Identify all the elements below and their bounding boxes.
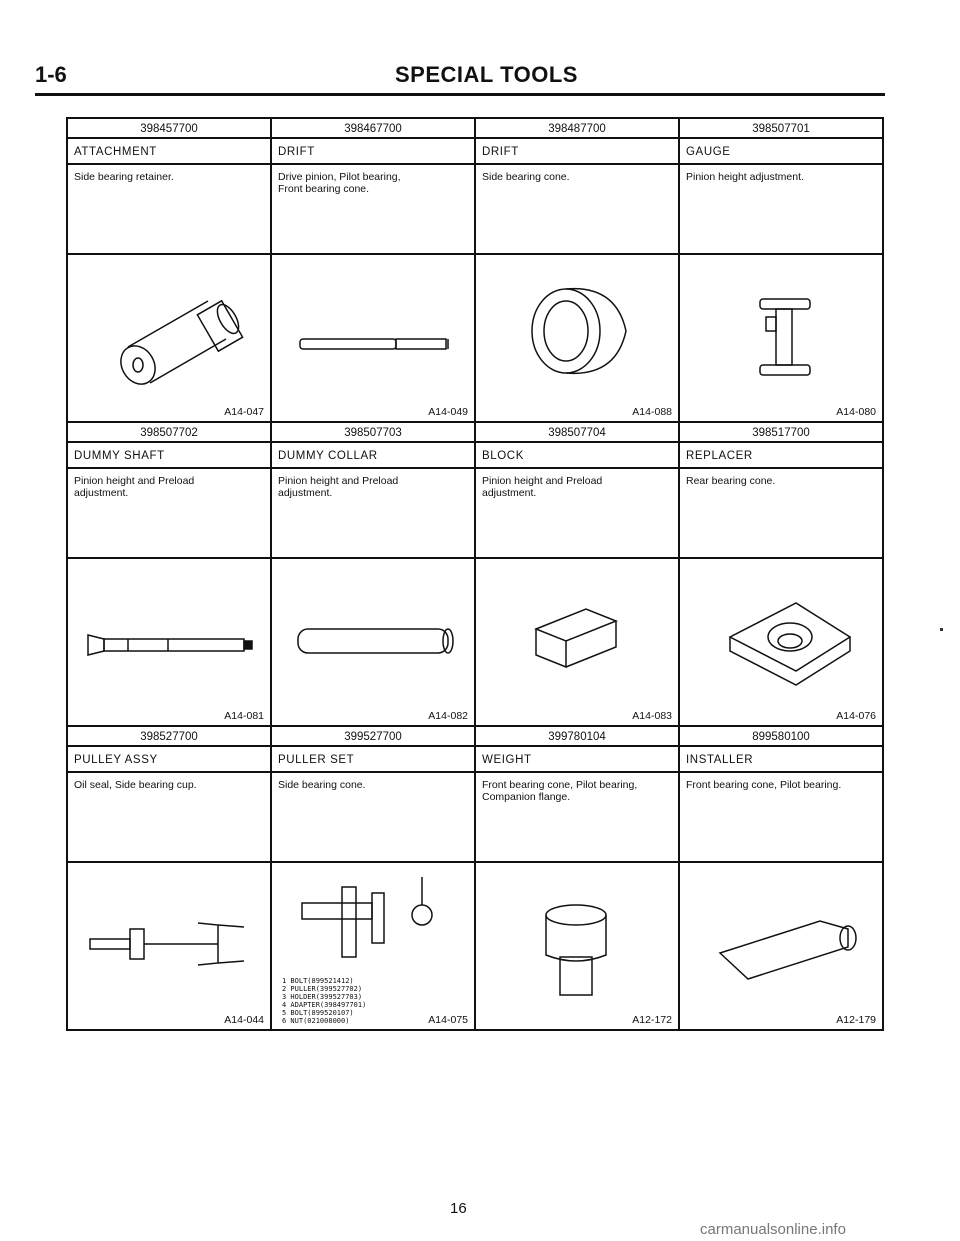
tool-code: 398467700 (272, 119, 476, 139)
tool-use: Pinion height and Preload adjustment. (68, 469, 272, 559)
tools-table (66, 117, 884, 1031)
drift-rod-drawing (272, 255, 476, 423)
tool-code: 398507701 (680, 119, 884, 139)
figure-number: A14-080 (836, 406, 876, 418)
tool-code: 399780104 (476, 727, 680, 747)
tool-name: WEIGHT (476, 747, 680, 773)
dummy-shaft-drawing (68, 559, 272, 727)
block-drawing (476, 559, 680, 727)
figure-number: A14-088 (632, 406, 672, 418)
page-number: 1-6 (35, 62, 67, 87)
tool-code: 398507704 (476, 423, 680, 443)
tool-code: 899580100 (680, 727, 884, 747)
tool-code: 399527700 (272, 727, 476, 747)
tool-name: INSTALLER (680, 747, 884, 773)
installer-drawing (680, 863, 884, 1031)
page-title: SPECIAL TOOLS (395, 62, 578, 87)
tool-illustration (272, 559, 476, 727)
tools-band-2 (66, 423, 884, 727)
tool-name: BLOCK (476, 443, 680, 469)
figure-number: A12-172 (632, 1014, 672, 1026)
tool-name: DRIFT (272, 139, 476, 165)
tool-name: ATTACHMENT (68, 139, 272, 165)
tool-use: Rear bearing cone. (680, 469, 884, 559)
pulley-assy-drawing (68, 863, 272, 1031)
tool-code: 398457700 (68, 119, 272, 139)
tool-illustration (476, 863, 680, 1031)
replacer-drawing (680, 559, 884, 727)
tool-illustration (68, 559, 272, 727)
tool-use: Side bearing cone. (272, 773, 476, 863)
tool-use: Pinion height and Preload adjustment. (476, 469, 680, 559)
tool-illustration (68, 863, 272, 1031)
tool-use: Front bearing cone, Pilot bearing, Companion flange. (476, 773, 680, 863)
figure-number: A14-076 (836, 710, 876, 722)
figure-number: A12-179 (836, 1014, 876, 1026)
tool-name: PULLER SET (272, 747, 476, 773)
gauge-drawing (680, 255, 884, 423)
tools-band-1 (66, 117, 884, 423)
tool-code: 398487700 (476, 119, 680, 139)
dummy-collar-drawing (272, 559, 476, 727)
tool-illustration (476, 559, 680, 727)
tool-use: Oil seal, Side bearing cup. (68, 773, 272, 863)
header-rule (35, 93, 885, 96)
tool-use: Pinion height adjustment. (680, 165, 884, 255)
tool-illustration (680, 559, 884, 727)
puller-set-legend (282, 977, 366, 1025)
figure-number: A14-083 (632, 710, 672, 722)
tool-use: Side bearing cone. (476, 165, 680, 255)
figure-number: A14-049 (428, 406, 468, 418)
tool-name: PULLEY ASSY (68, 747, 272, 773)
tool-illustration (680, 863, 884, 1031)
weight-drawing (476, 863, 680, 1031)
margin-mark (940, 628, 943, 631)
legend-item: 5 BOLT(899520107) (282, 1009, 354, 1017)
tools-band-3 (66, 727, 884, 1031)
tool-name: DUMMY SHAFT (68, 443, 272, 469)
tool-use: Drive pinion, Pilot bearing, Front bearing cone. (272, 165, 476, 255)
tool-name: REPLACER (680, 443, 884, 469)
tool-use: Pinion height and Preload adjustment. (272, 469, 476, 559)
legend-item: 2 PULLER(399527702) (282, 985, 363, 993)
figure-number: A14-047 (224, 406, 264, 418)
tool-illustration (272, 255, 476, 423)
watermark: carmanualsonline.info (700, 1221, 846, 1238)
tool-name: DRIFT (476, 139, 680, 165)
legend-item: 4 ADAPTER(398497701) (282, 1001, 367, 1009)
tool-code: 398507703 (272, 423, 476, 443)
figure-number: A14-075 (428, 1014, 468, 1026)
drift-cup-drawing (476, 255, 680, 423)
legend-item: 3 HOLDER(399527703) (282, 993, 363, 1001)
figure-number: A14-082 (428, 710, 468, 722)
figure-number: A14-044 (224, 1014, 264, 1026)
tool-name: DUMMY COLLAR (272, 443, 476, 469)
figure-number: A14-081 (224, 710, 264, 722)
tool-code: 398517700 (680, 423, 884, 443)
tool-illustration (680, 255, 884, 423)
tool-code: 398527700 (68, 727, 272, 747)
tool-illustration (476, 255, 680, 423)
page-index: 16 (450, 1200, 467, 1217)
tool-use: Side bearing retainer. (68, 165, 272, 255)
legend-item: 6 NUT(021008000) (282, 1017, 350, 1025)
tool-illustration (272, 863, 476, 1031)
attachment-drawing (68, 255, 272, 423)
tool-illustration (68, 255, 272, 423)
tool-name: GAUGE (680, 139, 884, 165)
legend-item: 1 BOLT(899521412) (282, 977, 354, 985)
tool-code: 398507702 (68, 423, 272, 443)
tool-use: Front bearing cone, Pilot bearing. (680, 773, 884, 863)
page-header (35, 62, 885, 92)
